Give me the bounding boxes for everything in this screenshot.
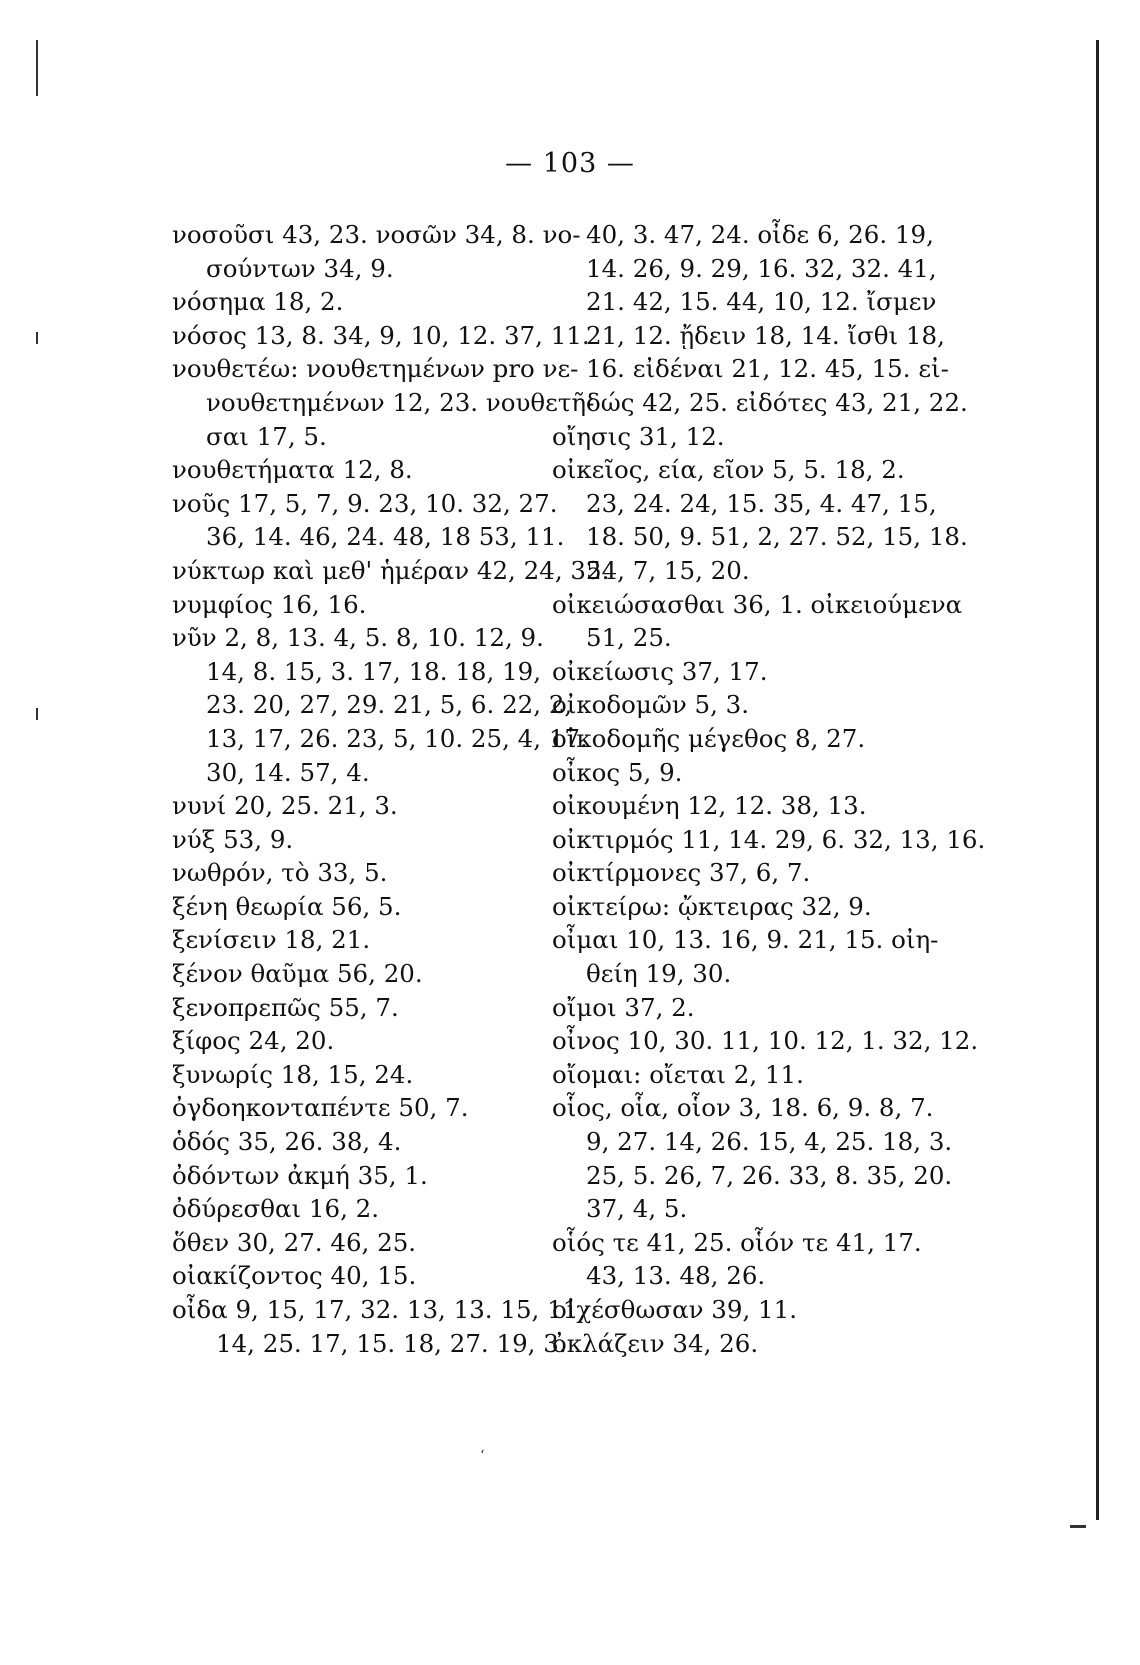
index-entry-line: νύκτωρ καὶ μεθ' ἡμέραν 42, 24, 32. [172, 555, 610, 585]
index-entry-line: οἶδα 9, 15, 17, 32. 13, 13. 15, 11, [172, 1295, 587, 1324]
index-entry-line: οἰκοδομῆς μέγεθος 8, 27. [552, 723, 866, 753]
index-column-right [552, 218, 986, 1360]
index-entry-line: 23. 20, 27, 29. 21, 5, 6. 22, 2, [206, 690, 573, 720]
index-entry-line: οἰχέσθωσαν 39, 11. [552, 1295, 798, 1324]
stray-mark: ʻ [480, 1448, 485, 1464]
index-entry-line: οἰκειώσασθαι 36, 1. οἰκειούμενα [552, 589, 963, 619]
index-entry-line: νῦν 2, 8, 13. 4, 5. 8, 10. 12, 9. [172, 623, 544, 653]
index-entry-line: νυνί 20, 25. 21, 3. [172, 791, 398, 821]
index-entry-line: ὀδύρεσθαι 16, 2. [172, 1194, 380, 1224]
index-entry-line: 43, 13. 48, 26. [586, 1261, 766, 1291]
index-entry-line: 16. εἰδέναι 21, 12. 45, 15. εἰ- [586, 354, 949, 384]
index-entry-line: ξένη θεωρία 56, 5. [172, 891, 402, 921]
index-entry-line: ὁδός 35, 26. 38, 4. [172, 1127, 402, 1157]
index-entry-line: 21. 42, 15. 44, 10, 12. ἴσμεν [586, 287, 937, 317]
page-number: — 103 — [505, 148, 635, 179]
index-entry-line: 51, 25. [586, 623, 672, 653]
index-entry-line: ξίφος 24, 20. [172, 1026, 335, 1056]
index-entry-line: 30, 14. 57, 4. [206, 757, 370, 787]
index-entry-line: νωθρόν, τὸ 33, 5. [172, 858, 388, 888]
index-entry-line: 37, 4, 5. [586, 1194, 688, 1224]
index-entry-line: 23, 24. 24, 15. 35, 4. 47, 15, [586, 488, 937, 518]
scan-edge-mark [36, 40, 38, 96]
index-entry-line: 13, 17, 26. 23, 5, 10. 25, 4, 17. [206, 723, 588, 753]
index-entry-line: 9, 27. 14, 26. 15, 4, 25. 18, 3. [586, 1127, 953, 1157]
index-entry-line: ὀγδοηκονταπέντε 50, 7. [172, 1093, 469, 1123]
index-entry-line: νόσος 13, 8. 34, 9, 10, 12. 37, 11. [172, 320, 590, 350]
index-entry-line: ὀδόντων ἀκμή 35, 1. [172, 1160, 428, 1190]
index-entry-line: ὅθεν 30, 27. 46, 25. [172, 1227, 417, 1257]
index-entry-line: οἰκτίρμονες 37, 6, 7. [552, 858, 811, 888]
index-entry-line: σούντων 34, 9. [206, 253, 394, 283]
right-edge-rule [1096, 40, 1099, 1520]
index-entry-line: 25, 5. 26, 7, 26. 33, 8. 35, 20. [586, 1160, 953, 1190]
index-entry-line: σαι 17, 5. [206, 421, 327, 451]
index-entry-line: 21, 12. ᾔδειν 18, 14. ἴσθι 18, [586, 320, 945, 350]
index-entry-line: οἴομαι: οἴεται 2, 11. [552, 1059, 804, 1089]
index-entry-line: νουθετήματα 12, 8. [172, 455, 413, 485]
index-entry-line: οἰκτιρμός 11, 14. 29, 6. 32, 13, 16. [552, 824, 986, 854]
index-entry-line: οἴησις 31, 12. [552, 421, 725, 451]
scan-edge-mark [36, 708, 38, 720]
scan-edge-mark [1070, 1525, 1086, 1528]
index-entry-line: νύξ 53, 9. [172, 824, 294, 854]
index-entry-line: νουθετέω: νουθετημένων pro νε- [172, 354, 579, 384]
index-entry-line: ξενοπρεπῶς 55, 7. [172, 992, 399, 1022]
index-entry-line: οἴμοι 37, 2. [552, 992, 695, 1022]
index-entry-line: δώς 42, 25. εἰδότες 43, 21, 22. [586, 387, 968, 417]
index-entry-line: ξυνωρίς 18, 15, 24. [172, 1059, 414, 1089]
index-entry-line: 14. 26, 9. 29, 16. 32, 32. 41, [586, 253, 937, 283]
index-entry-line: νόσημα 18, 2. [172, 287, 344, 317]
index-entry-line: οἰκοδομῶν 5, 3. [552, 690, 750, 720]
index-entry-line: οἰκουμένη 12, 12. 38, 13. [552, 791, 867, 821]
index-entry-line: θείη 19, 30. [586, 959, 732, 989]
index-entry-line: 14, 8. 15, 3. 17, 18. 18, 19, [206, 656, 542, 686]
index-entry-line: ξενίσειν 18, 21. [172, 925, 371, 955]
index-entry-line: νυμφίος 16, 16. [172, 589, 367, 619]
index-entry-line: 18. 50, 9. 51, 2, 27. 52, 15, 18. [586, 522, 968, 552]
index-entry-line: 40, 3. 47, 24. οἶδε 6, 26. 19, [586, 220, 934, 249]
scan-edge-mark [36, 332, 38, 344]
index-entry-line: ὀκλάζειν 34, 26. [552, 1328, 759, 1358]
index-entry-line: οἰκείωσις 37, 17. [552, 656, 768, 686]
index-entry-line: οἰακίζοντος 40, 15. [172, 1261, 417, 1291]
index-entry-line: οἷός τε 41, 25. οἷόν τε 41, 17. [552, 1227, 922, 1257]
index-entry-line: 14, 25. 17, 15. 18, 27. 19, 3. [216, 1328, 567, 1358]
index-entry-line: οἶνος 10, 30. 11, 10. 12, 1. 32, 12. [552, 1026, 979, 1056]
index-entry-line: οἶκος 5, 9. [552, 757, 683, 787]
index-entry-line: 36, 14. 46, 24. 48, 18 53, 11. [206, 522, 565, 552]
index-entry-line: οἰκτείρω: ᾤκτειρας 32, 9. [552, 891, 872, 921]
index-entry-line: νουθετημένων 12, 23. νουθετῆ- [206, 387, 595, 417]
index-entry-line: οἷος, οἷα, οἷον 3, 18. 6, 9. 8, 7. [552, 1093, 934, 1123]
index-entry-line: οἰκεῖος, εία, εῖον 5, 5. 18, 2. [552, 455, 905, 485]
index-entry-line: 54, 7, 15, 20. [586, 555, 750, 585]
index-entry-line: νοῦς 17, 5, 7, 9. 23, 10. 32, 27. [172, 488, 558, 518]
index-column-left [172, 218, 610, 1360]
index-entry-line: νοσοῦσι 43, 23. νοσῶν 34, 8. νο- [172, 220, 581, 249]
index-entry-line: οἶμαι 10, 13. 16, 9. 21, 15. οἰη- [552, 925, 939, 955]
index-entry-line: ξένον θαῦμα 56, 20. [172, 959, 423, 989]
